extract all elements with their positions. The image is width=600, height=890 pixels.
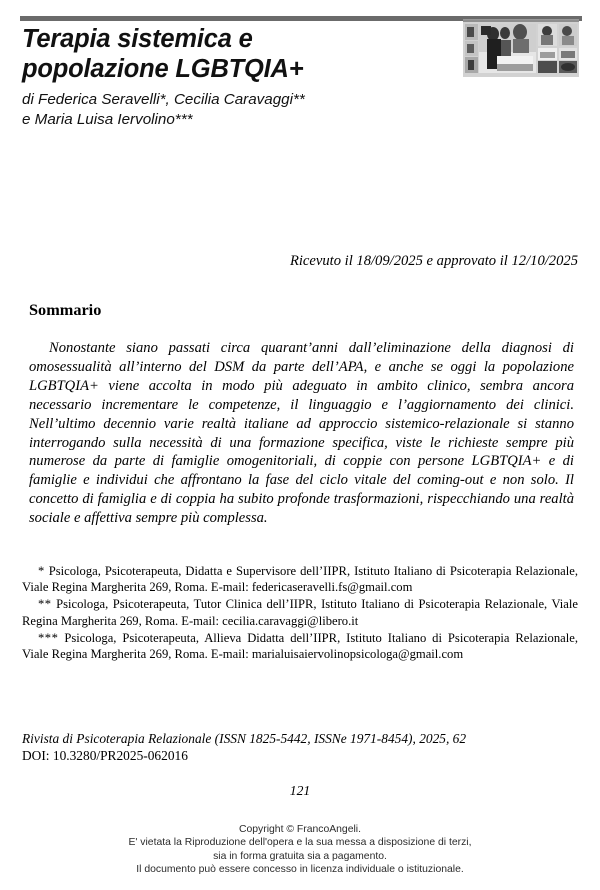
footnote-1-text: Psicologa, Psicoterapeuta, Didatta e Supervisore dell’IIPR, Istituto Italiano di Psicoterapia Relazionale, Viale Regina Margherita 269, Roma. E-mail: federicaseravelli.fs@gmail.com — [22, 564, 578, 595]
photo-collage-thumbnail — [463, 19, 579, 77]
abstract-heading: Sommario — [29, 300, 102, 319]
doi-line: DOI: 10.3280/PR2025-062016 — [22, 748, 188, 763]
footnote-1 — [22, 563, 578, 595]
page-number: 121 — [289, 783, 311, 798]
copyright-line-1: Copyright © FrancoAngeli. — [238, 824, 361, 835]
author-line-2: e Maria Luisa Iervolino*** — [22, 110, 193, 128]
page-title — [22, 24, 452, 84]
collage-graphic — [463, 20, 579, 77]
author-byline — [22, 90, 462, 129]
title-line-1: Terapia sistemica e — [22, 25, 253, 53]
footnote-3 — [22, 630, 578, 662]
footnote-2-mark: ** — [38, 597, 52, 612]
footnote-2 — [22, 596, 578, 628]
copyright-line-2: E' vietata la Riproduzione dell'opera e la sua messa a disposizione di terzi, — [128, 837, 472, 849]
copyright-line-4: Il documento può essere concesso in licenza individuale o istituzionale. — [136, 863, 464, 875]
received-approved-date: Ricevuto il 18/09/2025 e approvato il 12/10/2025 — [289, 253, 578, 269]
footnote-1-mark: * — [38, 564, 45, 578]
author-line-1: di Federica Seravelli*, Cecilia Caravaggi** — [22, 91, 305, 108]
title-line-2: popolazione LGBTQIA+ — [22, 55, 304, 83]
footnotes-block — [22, 563, 578, 663]
copyright-footer — [0, 823, 600, 876]
footnote-3-mark: *** — [38, 630, 59, 645]
journal-citation: Rivista di Psicoterapia Relazionale (ISSN 1825-5442, ISSNe 1971-8454), 2025, 62 — [22, 731, 467, 746]
footnote-3-text: Psicologa, Psicoterapeuta, Allieva Didatta dell’IIPR, Istituto Italiano di Psicoterapia Relazionale, Viale Regina Margherita 269, Roma. E-mail: marialuisaiervolinopsicologa@gmail.com — [22, 630, 578, 662]
copyright-line-3: sia in forma gratuita sia a pagamento. — [213, 850, 387, 862]
footnote-2-text: Psicologa, Psicoterapeuta, Tutor Clinica dell’IIPR, Istituto Italiano di Psicoterapia Relazionale, Viale Regina Margherita 269, Roma. E-mail: cecilia.caravaggi@libero.it — [22, 597, 578, 628]
abstract-body: Nonostante siano passati circa quarant’anni dall’eliminazione della diagnosi di omosessualità all’interno del DSM da parte dell’APA, e anche se oggi la popolazione LGBTQIA+ viene accolta in modo più adeguato in ambito clinico, sembra ancora necessario incrementare le competenze, il linguaggio e l’aggiornamento dei clinici. Nell’ultimo decennio varie realtà italiane ad approccio sistemico-relazionale si stanno interrogando sulla necessità di una formazione specifica, viste le richieste sempre più numerose da parte di famiglie omogenitoriali, di coppie con persone LGBTQIA+ e di famiglie e individui che affrontano la fase del ciclo vitale del coming-out e non solo. Il concetto di famiglia e di coppia ha subito profonde trasformazioni, rispecchiando una realtà sociale e affettiva sempre più complessa. — [29, 340, 574, 527]
